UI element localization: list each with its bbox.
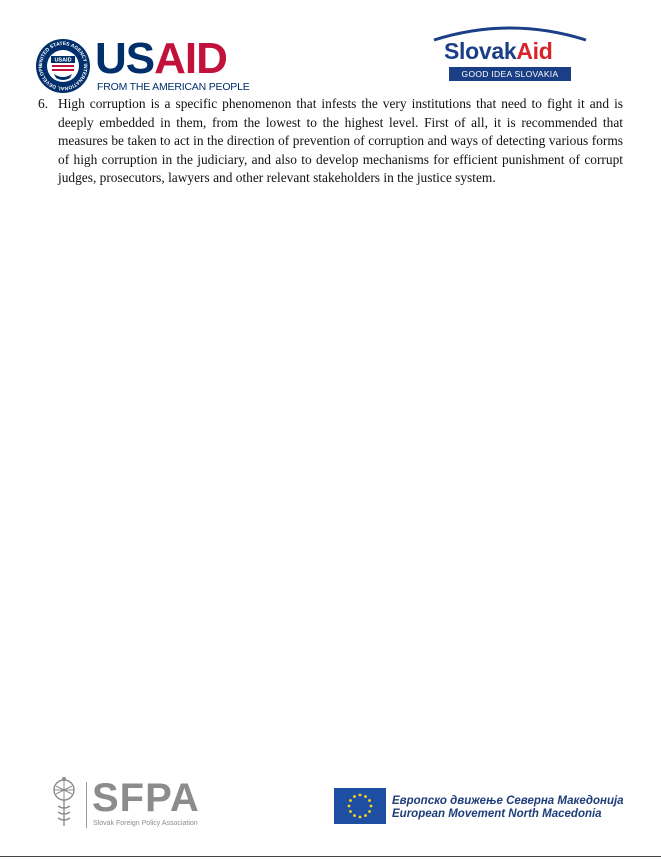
european-movement-name [392,795,624,821]
eu-star [368,799,371,802]
eu-star [348,805,351,808]
usaid-seal-label: USAID [54,57,72,64]
page-bottom-rule [0,856,661,857]
slovakaid-tagline: GOOD IDEA SLOVAKIA [449,67,571,81]
eu-star [364,795,367,798]
slovakaid-logo [428,22,593,84]
usaid-wordmark: USAID [95,34,227,83]
document-body [38,95,623,188]
eu-star [370,805,373,808]
eu-star [368,810,371,813]
list-item [38,95,623,188]
usaid-seal-icon [35,38,91,94]
list-item-text: High corruption is a specific phenomenon that infests the very institutions that need to fight it and is deeply embedded in them, from the lowest to the highest level. First of all, it is recommended that measures be taken to act in the direction of prevention of corruption and ways of detecting various forms of high corruption in the judiciary, and also to develop mechanisms for efficient punishment of corrupt judges, prosecutors, lawyers and other relevant stakeholders in the justice system. [58,96,623,186]
european-movement-logo [334,786,634,826]
european-movement-name-mk: Европско движење Северна Македонија [392,795,624,807]
sfpa-wordmark: SFPA [92,776,200,820]
slovakaid-wordmark: SlovakAid [444,38,553,64]
list-item-number: 6. [38,96,49,111]
usaid-tagline: FROM THE AMERICAN PEOPLE [97,81,250,93]
sfpa-subtitle: Slovak Foreign Policy Association [93,820,198,827]
european-movement-name-en: European Movement North Macedonia [392,808,602,820]
eu-star [359,816,362,819]
sfpa-emblem-icon [48,776,80,830]
eu-star [349,810,352,813]
sfpa-divider [86,782,87,828]
usaid-logo [35,34,250,94]
eu-star [364,814,367,817]
eu-flag-icon [334,788,386,824]
eu-star [353,795,356,798]
eu-star [353,814,356,817]
eu-star [349,799,352,802]
sfpa-logo [48,776,218,832]
eu-star [359,794,362,797]
usaid-seal-text: UNITED STATES AGENCY INTERNATIONAL DEVELOPM [37,40,89,92]
